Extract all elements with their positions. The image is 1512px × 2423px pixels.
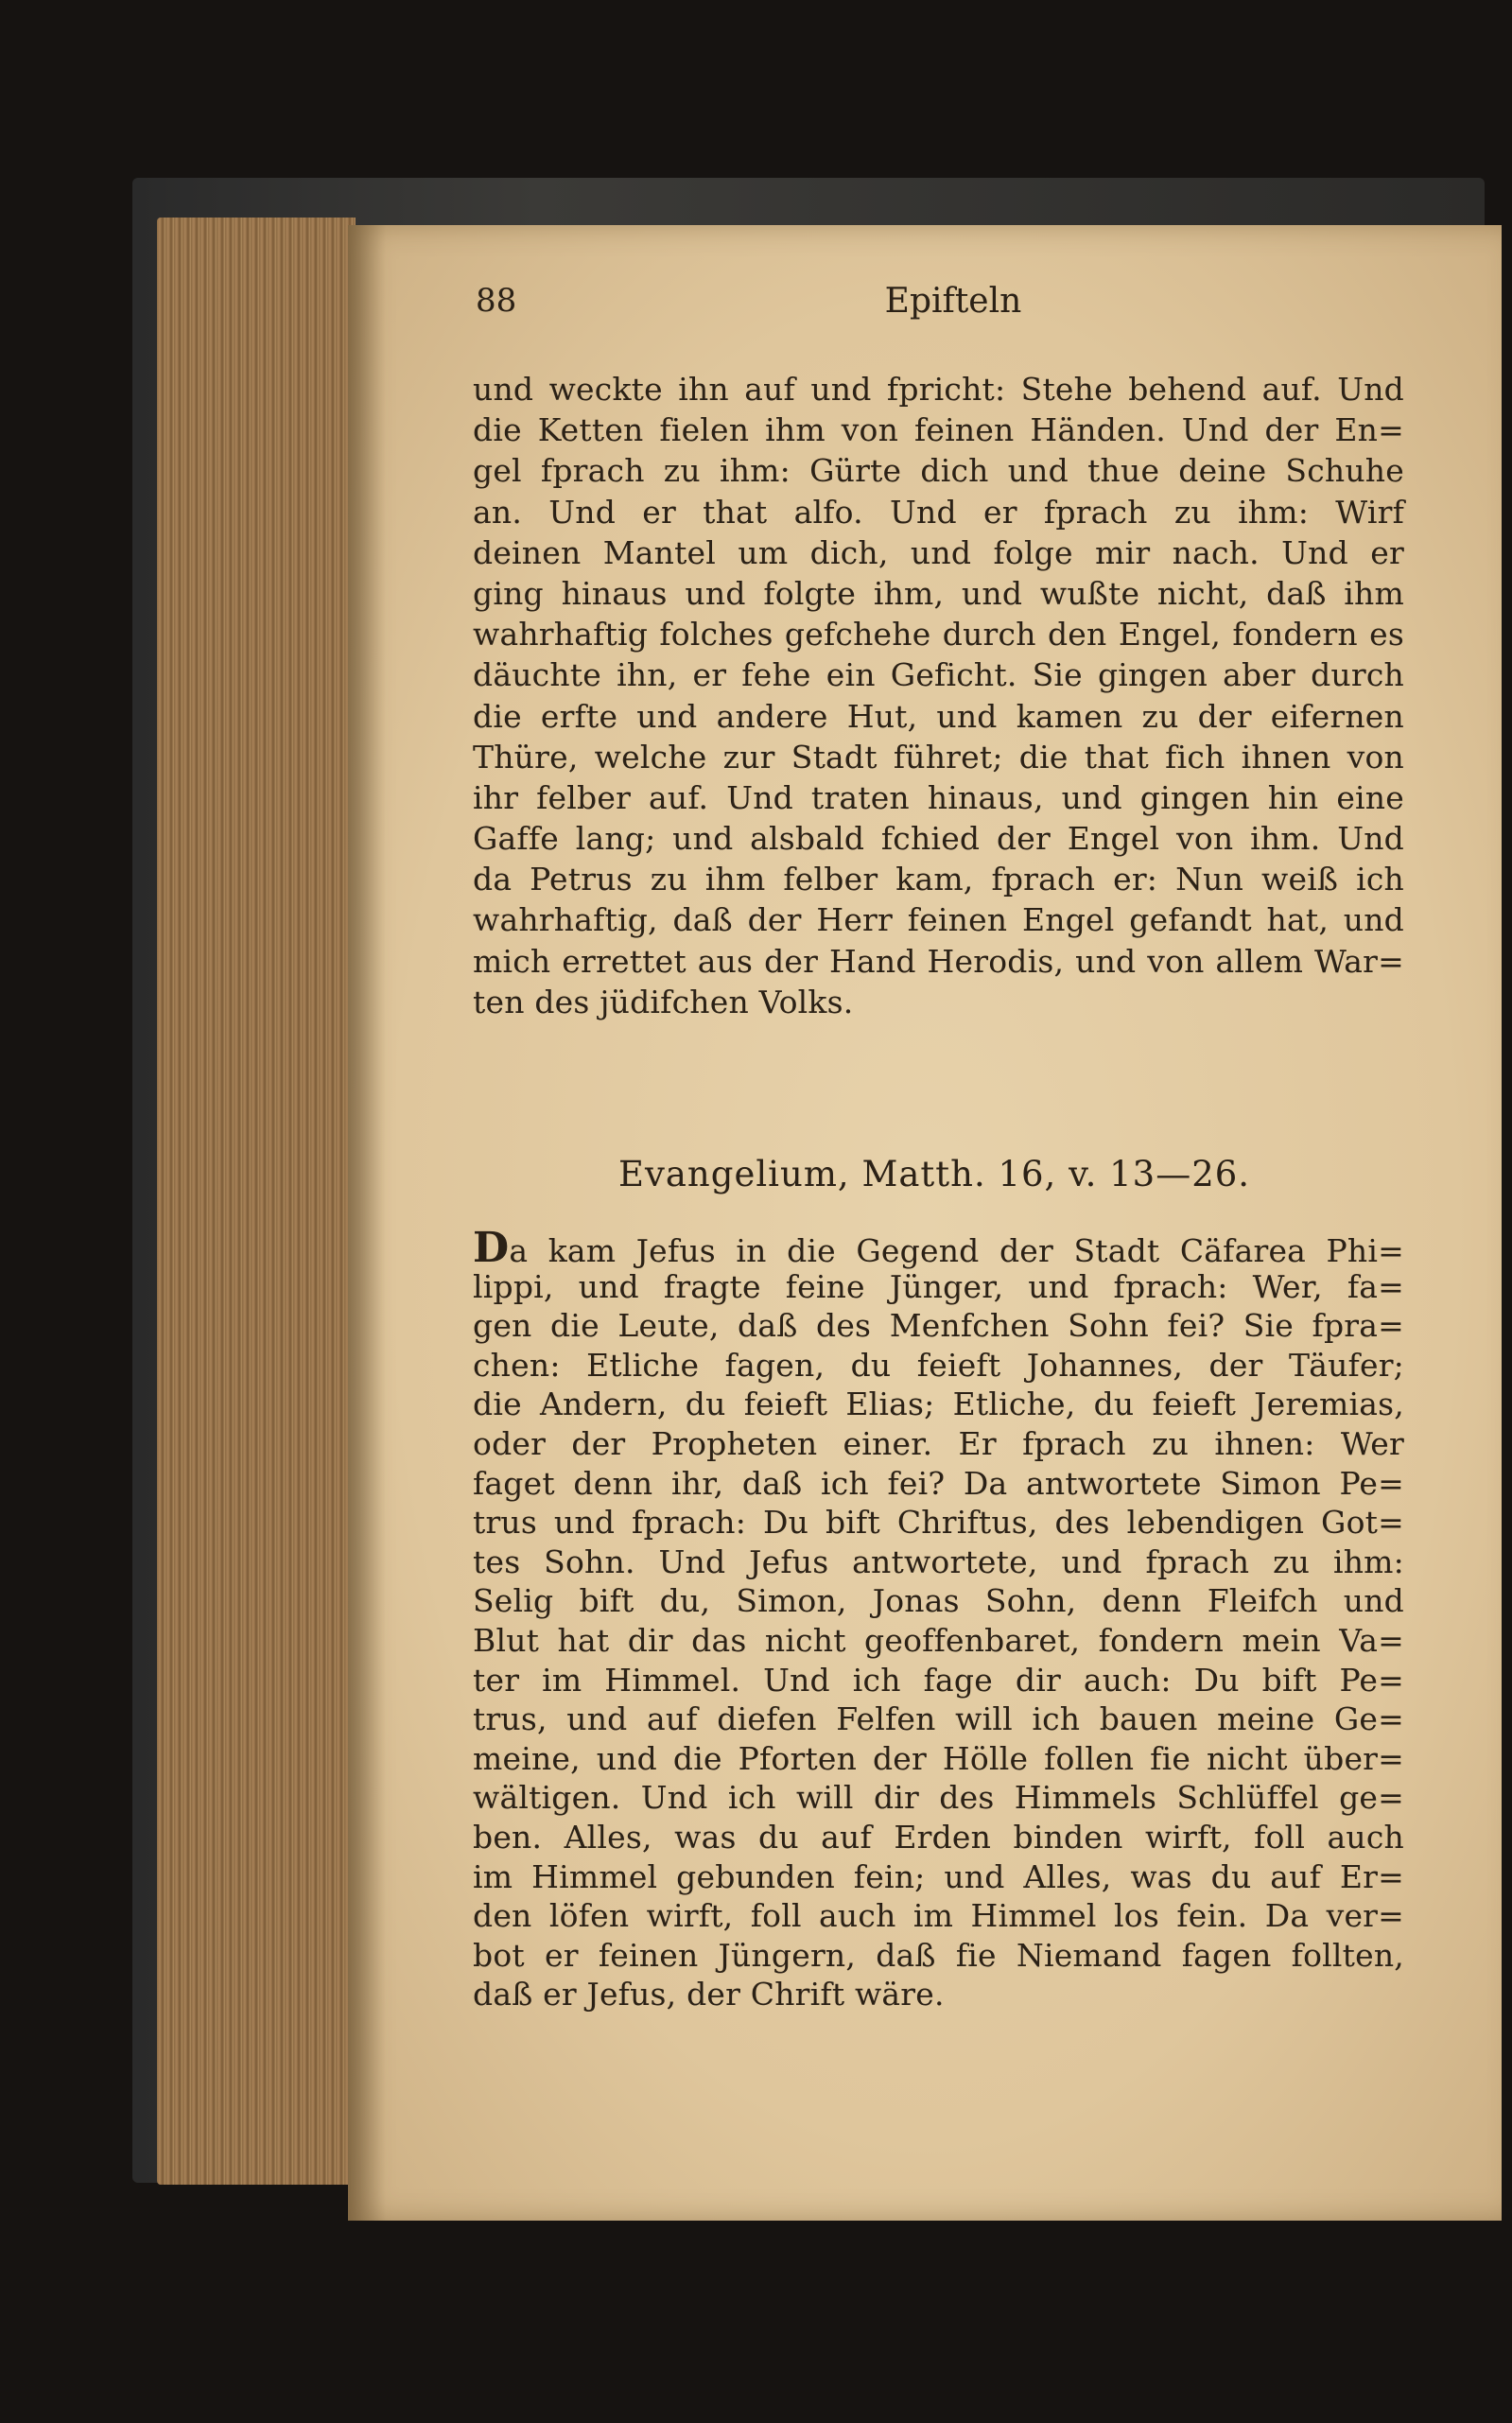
- gospel-text: [473, 1224, 1404, 2014]
- text-line: trus, und auf diefen Felfen will ich bauen meine Ge=: [473, 1700, 1404, 1738]
- text-line: Gaffe lang; und alsbald fchied der Engel von ihm. Und: [473, 820, 1404, 858]
- text-line: gel fprach zu ihm: Gürte dich und thue deine Schuhe: [473, 452, 1404, 490]
- text-line: deinen Mantel um dich, und folge mir nach. Und er: [473, 533, 1404, 571]
- book-page: [348, 225, 1502, 2221]
- text-line: ging hinaus und folgte ihm, und wußte nicht, daß ihm: [473, 574, 1404, 612]
- text-line: wältigen. Und ich will dir des Himmels Schlüffel ge=: [473, 1779, 1404, 1817]
- text-line: däuchte ihn, er fehe ein Geficht. Sie gingen aber durch: [473, 656, 1404, 694]
- text-line: Thüre, welche zur Stadt führet; die that fich ihnen von: [473, 738, 1404, 776]
- text-line: oder der Propheten einer. Er fprach zu ihnen: Wer: [473, 1424, 1404, 1462]
- text-line: daß er Jefus, der Chrift wäre.: [473, 1976, 945, 2013]
- text-line: [473, 1224, 1404, 1272]
- text-line-rest: a kam Jefus in die Gegend der Stadt Cäfarea Phi=: [509, 1232, 1404, 1269]
- text-line: meine, und die Pforten der Hölle follen fie nicht über=: [473, 1739, 1404, 1777]
- text-line: wahrhaftig folches gefchehe durch den Engel, fondern es: [473, 616, 1404, 654]
- page-number: 88: [476, 282, 517, 320]
- page-edges: [157, 218, 356, 2185]
- text-line: Blut hat dir das nicht geoffenbaret, fondern mein Va=: [473, 1621, 1404, 1659]
- text-line: ter im Himmel. Und ich fage dir auch: Du bift Pe=: [473, 1661, 1404, 1699]
- text-line: faget denn ihr, daß ich fei? Da antwortete Simon Pe=: [473, 1464, 1404, 1502]
- page-header: [348, 282, 1407, 339]
- text-line: bot er feinen Jüngern, daß fie Niemand fagen follten,: [473, 1936, 1404, 1974]
- drop-cap: D: [473, 1224, 510, 1272]
- text-line: und weckte ihn auf und fpricht: Stehe behend auf. Und: [473, 371, 1404, 408]
- epistle-text: [473, 369, 1404, 1022]
- text-line: chen: Etliche fagen, du feieft Johannes, der Täufer;: [473, 1346, 1404, 1384]
- gospel-heading: Evangelium, Matth. 16, v. 13—26.: [617, 1154, 1251, 1194]
- text-line: die Andern, du feieft Elias; Etliche, du feieft Jeremias,: [473, 1386, 1404, 1423]
- text-line: Selig bift du, Simon, Jonas Sohn, denn Fleifch und: [473, 1582, 1404, 1620]
- text-line: trus und fprach: Du bift Chriftus, des lebendigen Got=: [473, 1504, 1404, 1542]
- text-line: gen die Leute, daß des Menfchen Sohn fei? Sie fpra=: [473, 1307, 1404, 1345]
- spine-shadow: [348, 225, 386, 2221]
- text-line: wahrhaftig, daß der Herr feinen Engel gefandt hat, und: [473, 901, 1404, 939]
- text-line: an. Und er that alfo. Und er fprach zu ihm: Wirf: [473, 493, 1404, 531]
- text-line: da Petrus zu ihm felber kam, fprach er: Nun weiß ich: [473, 861, 1404, 898]
- text-line: die erfte und andere Hut, und kamen zu der eifernen: [473, 697, 1404, 735]
- text-line: lippi, und fragte feine Jünger, und fprach: Wer, fa=: [473, 1267, 1404, 1305]
- running-title: Epifteln: [884, 282, 1022, 321]
- text-line: ten des jüdifchen Volks.: [473, 983, 854, 1020]
- text-line: mich errettet aus der Hand Herodis, und von allem War=: [473, 942, 1404, 980]
- text-line: ben. Alles, was du auf Erden binden wirft, foll auch: [473, 1818, 1404, 1856]
- text-line: die Ketten fielen ihm von feinen Händen. Und der En=: [473, 411, 1404, 449]
- text-line: im Himmel gebunden fein; und Alles, was du auf Er=: [473, 1857, 1404, 1895]
- text-line: ihr felber auf. Und traten hinaus, und gingen hin eine: [473, 778, 1404, 816]
- text-line: tes Sohn. Und Jefus antwortete, und fprach zu ihm:: [473, 1543, 1404, 1580]
- text-line: den löfen wirft, foll auch im Himmel los fein. Da ver=: [473, 1897, 1404, 1935]
